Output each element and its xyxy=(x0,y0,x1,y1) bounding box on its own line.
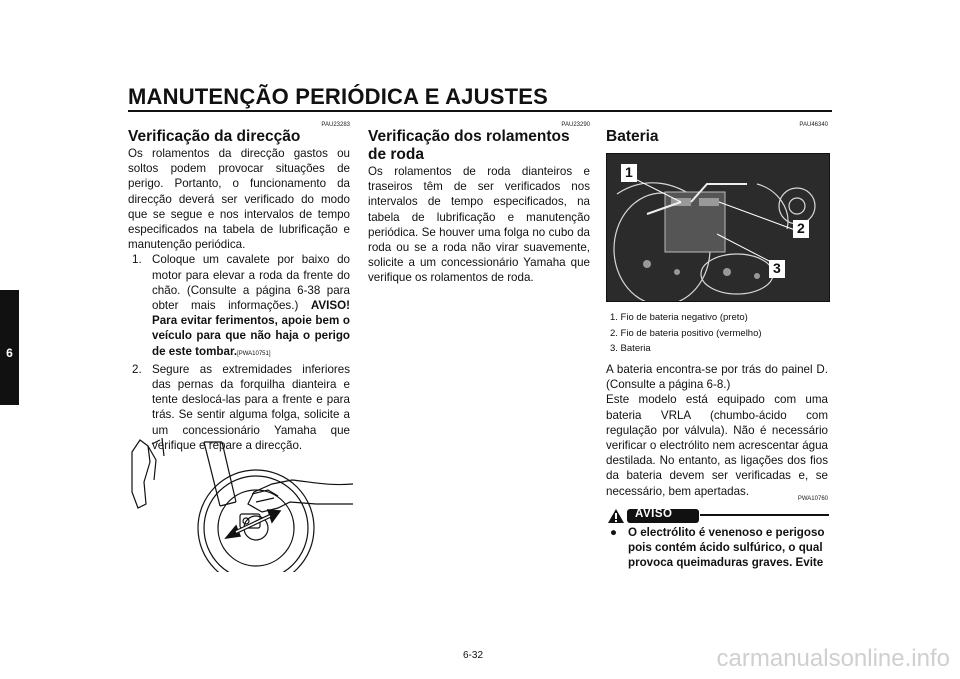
section-heading: Verificação dos rolamentos de roda xyxy=(368,128,570,163)
header-rule xyxy=(128,110,832,112)
step-warning: AVISO! Para evitar ferimentos, apoie bem o veículo para que não haja o perigo de este tombar. xyxy=(152,299,350,358)
list-number: 1. xyxy=(132,253,142,267)
callout-2: 2 xyxy=(797,220,805,236)
bullet-icon: ● xyxy=(610,526,618,539)
page-number: 6-32 xyxy=(463,650,484,661)
battery-photo xyxy=(606,153,830,302)
aviso-rule xyxy=(700,514,829,516)
callout-3: 3 xyxy=(773,260,781,276)
section-code: PAU23283 xyxy=(321,122,350,128)
battery-section xyxy=(606,122,828,146)
section-heading: Bateria xyxy=(606,128,659,145)
list-item xyxy=(128,252,350,361)
caption-item: 3. Bateria xyxy=(610,343,651,354)
photo-captions xyxy=(610,310,830,357)
step-text: Segure as extremidades inferiores das pernas da forquilha dianteira e tente deslocá-las para a frente e para trás. Se sentir alguma folga, solicite a um concessionário Yamaha que verifique e repare a direcção. xyxy=(152,362,350,452)
section-heading: Verificação da direcção xyxy=(128,128,301,145)
battery-paragraph-1: A bateria encontra-se por trás do painel D. (Consulte a página 6-8.) xyxy=(606,363,828,392)
list-number: 2. xyxy=(132,362,142,376)
battery-photo-drawing xyxy=(607,154,829,301)
caption-item: 2. Fio de bateria positivo (vermelho) xyxy=(610,327,762,339)
section-code: PAU23290 xyxy=(561,122,590,128)
page-header-title: MANUTENÇÃO PERIÓDICA E AJUSTES xyxy=(128,84,548,109)
warning-code: [PWA10751] xyxy=(237,350,271,357)
watermark: carmanualsonline.info xyxy=(716,645,950,672)
bullet-text: O electrólito é venenoso e perigoso pois contém ácido sulfúrico, o qual provoca queimaduras graves. Evite xyxy=(628,526,825,570)
section-paragraph: Os rolamentos da direcção gastos ou soltos podem provocar situações de perigo. Portanto, o funcionamento da direcção deverá ser verificado do modo que se segue e nos intervalos de tempo especificados na tabela de lubrificação e manutenção periódica. xyxy=(128,147,350,252)
caption-item: 1. Fio de bateria negativo (preto) xyxy=(610,312,748,323)
list-item xyxy=(610,525,828,571)
fork-wheel-illustration xyxy=(128,432,353,572)
battery-text xyxy=(606,362,828,499)
section-paragraph: Os rolamentos de roda dianteiros e traseiros têm de ser verificados nos intervalos de tempo especificados, na tabela de lubrificação e manutenção periódica. Se houver uma folga no cubo da roda ou se a roda não virar suavemente, solicite a um concessionário Yamaha que verifique os rolamentos de roda. xyxy=(368,165,590,285)
steering-check-section xyxy=(128,122,350,453)
aviso-label: AVISO xyxy=(635,508,673,520)
step-text: Coloque um cavalete por baixo do motor para elevar a roda da frente do chão. (Consulte a página 6-38 para obter mais informações.) xyxy=(152,253,350,313)
chapter-tab-number: 6 xyxy=(6,346,13,360)
warning-code: PWA10760 xyxy=(797,496,828,502)
callout-1: 1 xyxy=(625,164,633,180)
wheel-bearing-section xyxy=(368,122,590,286)
battery-paragraph-2: Este modelo está equipado com uma bateria VRLA (chumbo-ácido com regulação por válvula). Não é necessário verificar o electrólito nem acrescentar água destilada. No entanto, as ligações dos fios da bateria devem ser verificadas e, se necessário, bem apertadas. xyxy=(606,393,828,498)
section-code: PAU46340 xyxy=(799,122,828,128)
